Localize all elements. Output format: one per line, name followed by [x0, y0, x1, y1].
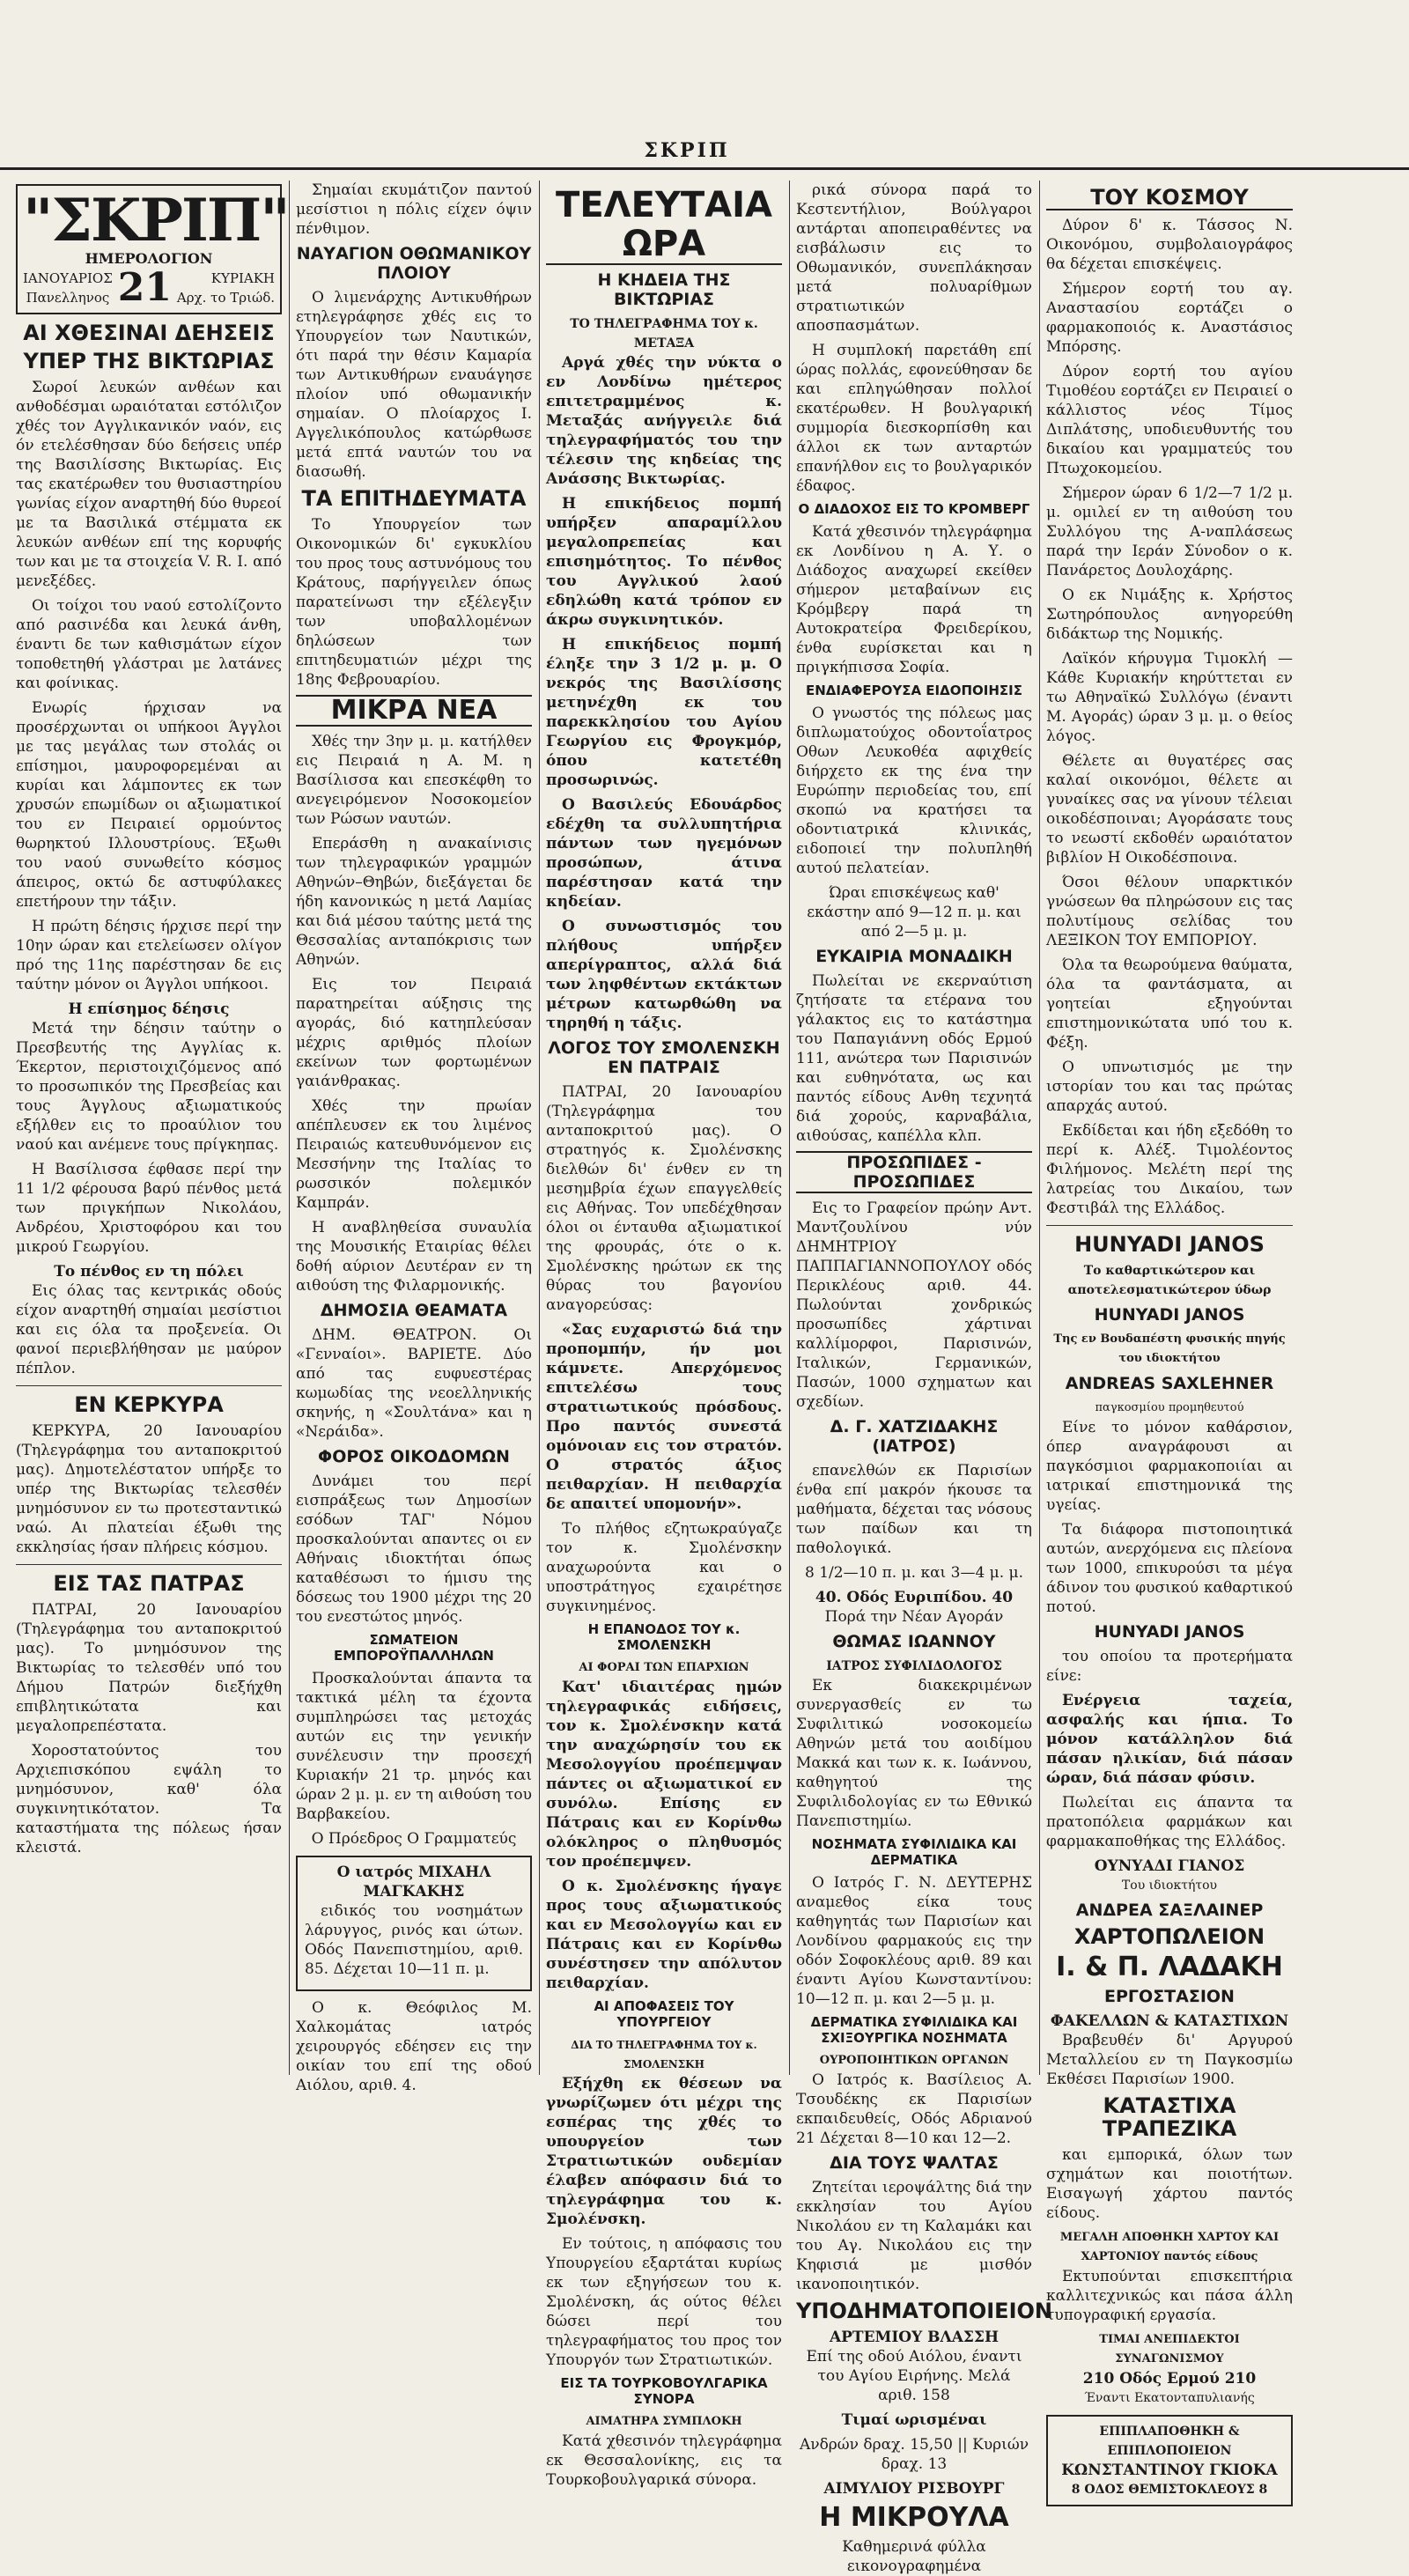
column-1 [16, 181, 289, 2075]
paragraph: Όσοι θέλουν υπαρκτικόν γνώσεων θα πληρώσουν εις τας πολυτίμους σελίδας του ΛΕΞΙΚΟΝ ΤΟΥ ΕΜΠΟΡΙΟΥ. [1046, 874, 1293, 949]
headline: ΕΝΔΙΑΦΕΡΟΥΣΑ ΕΙΔΟΠΟΙΗΣΙΣ [806, 683, 1022, 698]
headline: ΘΩΜΑΣ ΙΩΑΝΝΟΥ [832, 1632, 996, 1651]
subheading: ΙΑΤΡΟΣ ΣΥΦΙΛΙΔΟΛΟΓΟΣ [826, 1659, 1002, 1673]
headline: ΑΙ ΧΘΕΣΙΝΑΙ ΔΕΗΣΕΙΣ [23, 321, 275, 345]
headline: Ι. & Π. ΛΑΔΑΚΗ [1056, 1952, 1283, 1982]
paragraph: Εις όλας τας κεντρικάς οδούς είχον αναρτηθή σημαίαι μεσίστιοι και εις όλα τα προξενεία. Οι φανοί περιεβλήθησαν με μαύρον πέπλον. [16, 1282, 282, 1377]
paragraph: επανελθών εκ Παρισίων ένθα επί μακρόν ήκουσε τα μαθήματα, δέχεται τας νόσους των παίδων και τη παθολογικά. [796, 1462, 1032, 1557]
paragraph: Εκδίδεται και ήδη εξεδόθη το περί κ. Αλέξ. Τιμολέοντος Φιλήμονος. Μελέτη περί της λατρείας του Δικαίου, των Φεστιβάλ της Ελλάδος. [1046, 1122, 1293, 1217]
paragraph: Ενέργεια ταχεία, ασφαλής και ήπια. Το μόνον κατάλληλον διά πάσαν ηλικίαν, διά πάσαν ώραν, διά πάσαν φύσιν. [1046, 1692, 1293, 1787]
paragraph: Πωλείται εις άπαντα τα πρατοπόλεια φαρμάκων και φαρμακαποθήκας της Ελλάδος. [1046, 1794, 1293, 1850]
paragraph: Ο Ιατρός Γ. Ν. ΔΕΥΤΕΡΗΣ αναμεθος είκα τους καθηγητάς των Παρισίων και Λονδίνου φαρμακούς εις την οδόν Σοφοκλέους αριθ. 89 και έναντι Αγίου Κωνσταντίνου: 10—12 π. μ. και 2—5 μ. μ. [796, 1874, 1032, 2008]
paragraph: Δυνάμει του περί εισπράξεως των Δημοσίων εσόδων ΤΑΓ' Νόμου προσκαλούνται απαντες οι εν Αθήναις ιδιοκτήται όπως καταθέσωσι το ήμισυ της δόσεως του 1900 μέχρι της 20 του ενεστώτος μηνός. [296, 1473, 532, 1626]
paragraph: Βραβευθέν δι' Αργυρού Μεταλλείου εν τη Παγκοσμίω Εκθέσει Παρισίων 1900. [1046, 2032, 1293, 2088]
subheading: ΤΙΜΑΙ ΑΝΕΠΙΔΕΚΤΟΙ ΣΥΝΑΓΩΝΙΣΜΟΥ [1099, 2333, 1240, 2366]
paragraph: Χοροστατούντος του Αρχιεπισκόπου εψάλη το μνημόσυνον, καθ' όλα συγκινητικότατον. Τα καταστήματα της πόλεως ήσαν κλειστά. [16, 1742, 282, 1856]
headline: ΔΙΑ ΤΟΥΣ ΨΑΛΤΑΣ [830, 2153, 999, 2173]
divider-line [1046, 1225, 1293, 1226]
page-title: ΣΚΡΙΠ [644, 139, 730, 162]
paragraph: «Σας ευχαριστώ διά την προπομπήν, ήν μοι κάμνετε. Απερχόμενος επιτελέσω τους στρατιωτικούς πρόσδους. Προ παντός συνεστά ομόνοιαν εις τον στρατόν. Ο στρατός άξιος πειθαρχίαν. Η πειθαρχία δε απαιτεί υπομονήν». [546, 1321, 782, 1513]
headline: Ο ΔΙΑΔΟΧΟΣ ΕΙΣ ΤΟ ΚΡΟΜΒΕΡΓ [798, 501, 1030, 517]
paragraph: Καθημερινά φύλλα εικονογραφημένα [842, 2538, 986, 2575]
paragraph: Εν τούτοις, η απόφασις του Υπουργείου εξαρτάται κυρίως εκ των εξηγήσεων του κ. Σμολένσκη, άς ούτος θέλει δώσει περί του τηλεγραφήματος του προς τον Υπουργόν των Στρατιωτικών. [546, 2235, 782, 2369]
ad-address: 8 ΟΔΟΣ ΘΕΜΙΣΤΟΚΛΕΟΥΣ 8 [1071, 2483, 1268, 2497]
month: ΙΑΝΟΥΑΡΙΟΣ [23, 270, 113, 286]
subheading: ΔΙΑ ΤΟ ΤΗΛΕΓΡΑΦΗΜΑ ΤΟΥ κ. ΣΜΟΛΕΝΣΚΗ [571, 2039, 757, 2070]
headline: ΛΟΓΟΣ ΤΟΥ ΣΜΟΛΕΝΣΚΗ ΕΝ ΠΑΤΡΑΙΣ [548, 1038, 780, 1077]
paragraph: Εκτυπούνται επισκεπτήρια καλλιτεχνικώς και πάσα άλλη τυπογραφική εργασία. [1046, 2268, 1293, 2324]
paragraph: Ο κ. Θεόφιλος Μ. Χαλκομάτας ιατρός χειρουργός εδέησεν εις την οικίαν του επί της οδού Αιόλου, αριθ. 4. [296, 1999, 532, 2094]
column-3 [546, 181, 782, 2489]
headline: Η ΕΠΑΝΟΔΟΣ ΤΟΥ κ. ΣΜΟΛΕΝΣΚΗ [587, 1621, 741, 1653]
headline: Η ΜΙΚΡΟΥΛΑ [819, 2502, 1009, 2533]
paragraph: Είνε το μόνον καθάρσιον, όπερ αναγράφουσι αι παγκόσμιοι φαρμακοποιίαι αι ιατρικαί επιστημονικά της υγείας. [1046, 1419, 1293, 1514]
ad-text: ειδικός του νοσημάτων λάρυγγος, ρινός και ώτων. Οδός Πανεπιστημίου, αριθ. 85. Δέχεται 10—11 π. μ. [305, 1902, 523, 1978]
headline: ΦΟΡΟΣ ΟΙΚΟΔΟΜΩΝ [318, 1447, 510, 1466]
paragraph: και εμπορικά, όλων των σχημάτων και ποιοτήτων. Εισαγωγή χάρτου παντός είδους. [1046, 2146, 1293, 2222]
column-5 [1046, 181, 1293, 2497]
column-divider [289, 181, 290, 2075]
divider-line [16, 1385, 282, 1386]
headline: HUNYADI JANOS [1094, 1622, 1245, 1642]
subheading: ΟΥΝΥΑΔΙ ΓΙΑΝΟΣ [1094, 1857, 1245, 1875]
paragraph: Ενωρίς ήρχισαν να προσέρχωνται οι υπήκοοι Άγγλοι με τας μεγάλας των στολάς οι επίσημοι, μαυροφορεμέναι αι κυρίαι και λάμποντες εκ των χρυσών επωμίδων οι αξιωματικοί του εν Πειραιεί ορμούντος θωρηκτού Ιλλουστρίους. Έξωθι του ναού συνωθείτο κόσμος άπειρος, οκτώ δε αστυφύλακες επετήρουν την τάξιν. [16, 699, 282, 911]
paragraph: Ο εκ Νιμάξης κ. Χρήστος Σωτηρόπουλος ανηγορεύθη διδάκτωρ της Νομικής. [1046, 587, 1293, 643]
paragraph: ρικά σύνορα παρά το Κεστεντήλιον, Βούλγαροι αντάρται αποπειραθέντες να εισβάλωσιν εις το Οθωμανικόν, συνεπλάκησαν μετά πολυαρίθμων στρατιωτικών αποσπασμάτων. [796, 181, 1032, 335]
paragraph: Το πλήθος εζητωκραύγαζε τον κ. Σμολένσκην αναχωρούντα και ο υποστράτηγος εχαιρέτησε συγκινημένος. [546, 1520, 782, 1615]
paragraph: Η επικήδειος πομπή υπήρξεν απαραμίλλου μεγαλοπρεπείας και επισημότητος. Το πένθος του Αγγλικού λαού εδηλώθη κατά τρόπον εν άκρω συγκινητικόν. [546, 495, 782, 629]
paragraph: Θέλετε αι θυγατέρες σας καλαί οικονόμοι, θέλετε αι γυναίκες σας να γίνουν τέλειαι οικοδέσποιναι; Αγοράσατε τους το νεωστί εκδοθέν ωραιότατον βιβλίον Η Οικοδέσποινα. [1046, 752, 1293, 867]
paragraph: Η Βασίλισσα έφθασε περί την 11 1/2 φέρουσα βαρύ πένθος μετά των πριγκήπων Νικολάου, Ανδρέου, Χριστοφόρου και του μικρού Γεωργίου. [16, 1161, 282, 1256]
paragraph: Ο συνωστισμός του πλήθους υπήρξεν απερίγραπτος, αλλά διά των ληφθέντων εκτάκτων μέτρων κατωρθώθη να τηρηθή η τάξις. [546, 918, 782, 1032]
paragraph: Ο λιμενάρχης Αντικυθήρων ετηλεγράφησε χθές εις το Υπουργείον των Ναυτικών, ότι παρά την θέσιν Καμαρία των Αντικυθήρων εναυάγησε πλοίον υπό οθωμανικήν σημαίαν. Ο πλοίαρχος Ι. Αγγελικόπουλος κατώρθωσε μετά επτά ναυτών του να διασωθή. [296, 289, 532, 481]
headline: ΑΝΔΡΕΑ ΣΑΞΛΑΙΝΕΡ [1075, 1901, 1264, 1920]
paragraph: Η συμπλοκή παρετάθη επί ώρας πολλάς, εφονεύθησαν δε και επληγώθησαν πολλοί εκατέρωθεν. Η βουλγαρική συμμορία διεσκορπίσθη και άλλοι εκ των ανταρτών επανήλθον εις το βουλγαρικόν έδαφος. [796, 342, 1032, 495]
headline: ΕΝ ΚΕΡΚΥΡΑ [74, 1392, 224, 1417]
paragraph: Κατά χθεσινόν τηλεγράφημα εκ Θεσσαλονίκης, εις τα Τουρκοβουλγαρικά σύνορα. [546, 2432, 782, 2489]
headline: ΑΙ ΑΠΟΦΑΣΕΙΣ ΤΟΥ ΥΠΟΥΡΓΕΙΟΥ [594, 1998, 734, 2030]
paragraph: ΠΑΤΡΑΙ, 20 Ιανουαρίου (Τηλεγράφημα του ανταποκριτού μας). Ο στρατηγός κ. Σμολένσκης διελθών δι' ένθεν εν τη μεσημβρία έχων επαγγελθείς εις Αθήνας. Τον υπεδέχθησαν όλοι οι ένταυθα αξιωματικοί της φρουράς, ότε ο κ. Σμολένσκης ηρώτων εκ της θύρας του βαγονίου αναγορεύσας: [546, 1083, 782, 1314]
paragraph: Επί της οδού Αιόλου, έναντι του Αγίου Ειρήνης. Μελά αριθ. 158 [806, 2348, 1022, 2404]
paragraph: Εκ διακεκριμένων συνεργασθείς εν τω Συφιλιτικώ νοσοκομείω Αθηνών μετά του αοιδίμου Μακκά και των κ. κ. Ιωάννου, καθηγητού της Συφιλιδολογίας εν τω Εθνικώ Πανεπιστημίω. [796, 1677, 1032, 1830]
address-note: Πορά την Νέαν Αγοράν [824, 1608, 1004, 1626]
paragraph: Μετά την δέησιν ταύτην ο Πρεσβευτής της Αγγλίας κ. Έκερτον, περιστοιχιζόμενος από το προσωπικόν της Πρεσβείας και τους Άγγλους αξιωματικούς εξήλθεν εις το προαύλιον του ναού και ανέμενε τους πρίγκηπας. [16, 1020, 282, 1154]
headline: ΝΟΣΗΜΑΤΑ ΣΥΦΙΛΙΔΙΚΑ ΚΑΙ ΔΕΡΜΑΤΙΚΑ [811, 1836, 1017, 1868]
headline: Δ. Γ. ΧΑΤΖΙΔΑΚΗΣ (ΙΑΤΡΟΣ) [830, 1417, 999, 1456]
advertisement [296, 1856, 532, 1991]
subheading: Του ιδιοκτήτου [1121, 1878, 1218, 1893]
paragraph: Σήμερον εορτή του αγ. Αναστασίου εορτάζει ο φαρμακοποιός κ. Αναστάσιος Μπόρσης. [1046, 280, 1293, 356]
paragraph: ΠΑΤΡΑΙ, 20 Ιανουαρίου (Τηλεγράφημα του ανταποκριτού μας). Το μνημόσυνον της Βικτωρίας το τελεσθέν υπό του Δήμου Πατρών διεξήχθη επιβλητικώτατα και μεγαλοπρεπέστατα. [16, 1601, 282, 1735]
paragraph: Τιμαί ωρισμέναι [841, 2411, 987, 2429]
column-divider [1039, 181, 1040, 2075]
hours-line: Ώραι επισκέψεως καθ' εκάστην από 9—12 π. μ. και από 2—5 μ. μ. [807, 884, 1022, 941]
address: 40. Οδός Ευριπίδου. 40 [815, 1589, 1014, 1606]
paragraph: Όλα τα θεωρούμενα θαύματα, όλα τα φαντάσματα, αι γοητείαι εξηγούνται επιστημονικώτατα υπό του κ. Φέξη. [1046, 956, 1293, 1052]
headline: ΥΠΕΡ ΤΗΣ ΒΙΚΤΩΡΙΑΣ [23, 349, 275, 373]
saint-right: Αρχ. το Τριώδ. [176, 290, 275, 306]
paragraph: Το Υπουργείον των Οικονομικών δι' εγκυκλίου του προς τους αστυνόμους του Κράτους, παρήγγειλεν όπως παρατείνωσι την εξέλεγξιν των υποβαλλομένων δηλώσεων των επιτηδευματιών μέχρι της 18ης Φεβρουαρίου. [296, 516, 532, 689]
column-divider [789, 181, 790, 2075]
paragraph: Εις τον Πειραιά παρατηρείται αύξησις της αγοράς, διό κατηπλεύσαν μέχρις αριθμός πλοίων εκείνων των φορτωμένων γαιάνθρακας. [296, 976, 532, 1090]
day-number: 21 [117, 265, 172, 310]
paragraph: Σωροί λευκών ανθέων και ανθοδέσμαι ωραιόταται εστόλιζον χθές τον Αγγλικανικόν ναόν, εις όν ετελέσθησαν δύο δεήσεις υπέρ της Βασιλίσσης Βικτωρίας. Εις τας εκατέρωθεν του θυσιαστηρίου γωνίας είχον αναρτηθή δύο θυρεοί με τα Βασιλικά στέμματα εκ λευκών ανθέων επί της κορυφής των και με τα στοιχεία V. R. I. από μενεξέδες. [16, 379, 282, 590]
subheading: ΑΡΤΕΜΙΟΥ ΒΛΑΣΣΗ [829, 2329, 1000, 2346]
headline: ΕΡΓΟΣΤΑΣΙΟΝ [1104, 1987, 1235, 2006]
paragraph: Εις το Γραφείον πρώην Αντ. Μαντζουλίνου νύν ΔΗΜΗΤΡΙΟΥ ΠΑΠΠΑΓΙΑΝΝΟΠΟΥΛΟΥ οδός Περικλέους αριθ. 44. Πωλούνται χονδρικώς προσωπίδες χάρτιναι καλλίμορφοι, Παρισινών, Ιταλικών, Γερμανικών, Πασών, 1000 σχηματων και σχεδίων. [796, 1199, 1032, 1411]
headline: ΜΙΚΡΑ ΝΕΑ [296, 695, 532, 727]
paragraph: Δύρον εορτή του αγίου Τιμοθέου εορτάζει εν Πειραιεί ο κάλλιστος νέος Τίμος Διπλάτσης, υποδιευθυντής του δικαίου και γραμματεύς του Πτωχοκομείου. [1046, 363, 1293, 477]
headline: ΕΥΚΑΙΡΙΑ ΜΟΝΑΔΙΚΗ [815, 947, 1013, 966]
subheading: Η επίσημος δέησις [68, 1000, 230, 1018]
subheading: παγκοσμίου προμηθευτού [1095, 1401, 1244, 1414]
paragraph: Ο Ιατρός κ. Βασίλειος Α. Τσουδέκης εκ Παρισίων εκπαιδευθείς, Οδός Αδριανού 21 Δέχεται 8—10 και 12—2. [796, 2071, 1032, 2147]
headline: ΠΡΟΣΩΠΙΔΕΣ - ΠΡΟΣΩΠΙΔΕΣ [796, 1151, 1032, 1193]
subheading: ΜΕΓΑΛΗ ΑΠΟΘΗΚΗ ΧΑΡΤΟΥ ΚΑΙ ΧΑΡΤΟΝΙΟΥ παντός είδους [1059, 2231, 1280, 2263]
headline: ΥΠΟΔΗΜΑΤΟΠΟΙΕΙΟΝ [796, 2299, 1052, 2323]
headline: Η ΚΗΔΕΙΑ ΤΗΣ ΒΙΚΤΩΡΙΑΣ [597, 270, 731, 309]
paragraph: Ο Βασιλεύς Εδουάρδος εδέχθη τα συλλυπητήρια πάντων των ηγεμόνων προσώπων, άτινα παρέστησαν κατά την κηδείαν. [546, 796, 782, 911]
saint-left: Πανελληνος [26, 290, 110, 306]
paragraph: Τα διάφορα πιστοποιητικά αυτών, ανερχόμενα εις πλείονα των 1000, επικυρούσι τα μέγα άδινον του φυσικού καθαρτικού ποτού. [1046, 1521, 1293, 1616]
hours-line: 8 1/2—10 π. μ. και 3—4 μ. μ. [805, 1564, 1023, 1582]
paragraph: Ο γνωστός της πόλεως μας διπλωματούχος οδοντοΐατρος Οθων Λευκοθέα αφιχθείς διήρχετο εκ της ένα την Ευρώπην περιοδείας του, επί σκοπώ να κρατήσει τα οδοντιατρικά κλινικάς, ειδοποιεί την πολυπληθή αυτού πελατείαν. [796, 705, 1032, 877]
headline: ΚΑΤΑΣΤΙΧΑ ΤΡΑΠΕΖΙΚΑ [1102, 2093, 1237, 2141]
calendar-title: ΗΜΕΡΟΛΟΓΙΟΝ [85, 250, 213, 267]
address: 210 Οδός Ερμού 210 [1082, 2370, 1257, 2388]
paragraph: Σημαίαι εκυμάτιζον παντού μεσίστιοι η πόλις είχεν όψιν πένθιμον. [296, 181, 532, 238]
logo-block [16, 184, 289, 314]
headline: ANDREAS SAXLEHNER [1065, 1374, 1274, 1393]
subheading: ΑΙ ΦΟΡΑΙ ΤΩΝ ΕΠΑΡΧΙΩΝ [579, 1661, 749, 1674]
date-row [23, 265, 275, 310]
headline: ΧΑΡΤΟΠΩΛΕΙΟΝ [1073, 1924, 1265, 1949]
headline: ΔΕΡΜΑΤΙΚΑ ΣΥΦΙΛΙΔΙΚΑ ΚΑΙ ΣΧΙΞΟΥΡΓΙΚΑ ΝΟΣΗΜΑΤΑ [810, 2014, 1018, 2046]
headline: ΤΑ ΕΠΙΤΗΔΕΥΜΑΤΑ [301, 486, 527, 511]
paragraph: Ο κ. Σμολένσκης ήγαγε προς τους αξιωματικούς και εν Μεσολογγίω και εν Πάτραις και εν Κορίνθω συνέστησεν την απόλυτον πειθαρχίαν. [546, 1878, 782, 1992]
masthead [0, 0, 1409, 176]
column-4 [796, 181, 1052, 2575]
headline: ΕΙΣ ΤΑΣ ΠΑΤΡΑΣ [53, 1571, 245, 1596]
divider-line [16, 1564, 282, 1565]
headline: HUNYADI JANOS [1074, 1232, 1265, 1257]
subheading: ΤΟ ΤΗΛΕΓΡΑΦΗΜΑ ΤΟΥ κ. ΜΕΤΑΞΑ [570, 317, 758, 351]
paragraph: Ανδρών δραχ. 15,50 || Κυριών δραχ. 13 [799, 2436, 1029, 2473]
column-2 [296, 181, 532, 2094]
subheading: ΦΑΚΕΛΛΩΝ & ΚΑΤΑΣΤΙΧΩΝ [1050, 2012, 1289, 2030]
weekday: ΚΥΡΙΑΚΗ [210, 270, 275, 286]
paragraph: Κατά χθεσινόν τηλεγράφημα εκ Λονδίνου η Α. Υ. ο Διάδοχος αναχωρεί εκείθεν σήμερον μεταβαίνων εις Κρόμβεργ παρά τη Αυτοκρατείρα Φρειδερίκου, ένθα ευρίσκεται και η πριγκήπισσα Σοφία. [796, 523, 1032, 676]
subheading: ΑΙΜΑΤΗΡΑ ΣΥΜΠΛΟΚΗ [586, 2415, 742, 2428]
logo: "ΣΚΡΙΠ" [23, 186, 289, 255]
headline: ΤΕΛΕΥΤΑΙΑ ΩΡΑ [546, 186, 782, 265]
paragraph: Δύρον δ' κ. Τάσσος Ν. Οικονόμου, συμβολαιογράφος θα δέχεται επισκέψεις. [1046, 217, 1293, 273]
subheading: Της εν Βουδαπέστη φυσικής πηγής του ιδιοκτήτου [1053, 1332, 1286, 1365]
paragraph: Η πρώτη δέησις ήρχισε περί την 10ην ώραν και ετελείωσεν ολίγον πρό της 11ης παρέστησαν δε εις ταύτην μόνον οι Άγγλοι υπήκοοι. [16, 918, 282, 993]
paragraph: Ο υπνωτισμός με την ιστορίαν του και τας πρώτας απαρχάς αυτού. [1046, 1059, 1293, 1115]
advertisement [1046, 2415, 1293, 2506]
headline: ΣΩΜΑΤΕΙΟΝ ΕΜΠΟΡΟΫΠΑΛΛΗΛΩΝ [334, 1632, 494, 1664]
paragraph: Κατ' ιδιαιτέρας ημών τηλεγραφικάς ειδήσεις, τον κ. Σμολένσκην κατά την αναχώρησίν του εκ Μεσολογγίου προέπεμψαν πάντες οι αξιωματικοί εν συνόλω. Επίσης εν Πάτραις και εν Κορίνθω ολόκληρος ο πληθυσμός τον προέπεμψεν. [546, 1679, 782, 1871]
paragraph: Οι τοίχοι του ναού εστολίζοντο από ρασινέδα και λευκά άνθη, έναντι δε των καθισμάτων είχον τοποθετηθή γλάστραι με λατάνες και φοίνικας. [16, 597, 282, 692]
signature-line: Ο Πρόεδρος Ο Γραμματεύς [311, 1830, 517, 1848]
paragraph: Χθές την πρωίαν απέπλευσεν εκ του λιμένος Πειραιώς κατευθυνόμενον εις Μεσσήνην της Ιταλίας το ρωσσικόν πολεμικόν Καμπράν. [296, 1097, 532, 1212]
paragraph: Ζητείται ιεροψάλτης διά την εκκλησίαν του Αγίου Νικολάου εν τη Καλαμάκι και του Αγ. Νικολάου εις την Κηφισιά με μισθόν ικανοποιητικόν. [796, 2179, 1032, 2293]
ad-title: Ο ιατρός ΜΙΧΑΗΛ ΜΑΓΚΑΚΗΣ [336, 1864, 491, 1901]
paragraph: Λαϊκόν κήρυγμα Τιμοκλή — Κάθε Κυριακήν κηρύττεται εν τω Αθηναϊκώ Συλλόγω (έναντι Μ. Αγοράς) ώραν 3 μ. μ. ο θείος λόγος. [1046, 650, 1293, 745]
paragraph: Επεράσθη η ανακαίνισις των τηλεγραφικών γραμμών Αθηνών–Θηβών, διεξάγεται δε ήδη κανονικώς η μετά Λαμίας και διά μέσου ταύτης μετά της Θεσσαλίας ανταπόκρισις των Αθηνών. [296, 835, 532, 969]
subheading: ΟΥΡΟΠΟΙΗΤΙΚΩΝ ΟΡΓΑΝΩΝ [819, 2054, 1009, 2067]
ad-subtitle: ΚΩΝΣΤΑΝΤΙΝΟΥ ΓΚΙΟΚΑ [1061, 2462, 1278, 2479]
paragraph: Χθές την 3ην μ. μ. κατήλθεν εις Πειραιά η Α. Μ. η Βασίλισσα και επεσκέφθη το ανεγειρόμενον Νοσοκομείον των Ρώσων ναυτών. [296, 733, 532, 828]
paragraph: Εξήχθη εκ θέσεων να γνωρίζωμεν ότι μέχρι της εσπέρας της χθές το υπουργείον των Στρατιωτικών ουδεμίαν έλαβεν απόφασιν διά το τηλεγράφημα του κ. Σμολένσκη. [546, 2075, 782, 2228]
paragraph: Η αναβληθείσα συναυλία της Μουσικής Εταιρίας θέλει δοθή αύριον Δευτέραν εν τη αιθούση της Φιλαρμονικής. [296, 1219, 532, 1295]
masthead-rule [0, 167, 1409, 170]
column-divider [539, 181, 540, 2075]
subheading: ΑΙΜΥΛΙΟΥ ΡΙΣΒΟΥΡΓ [823, 2480, 1005, 2498]
ad-title: ΕΠΙΠΛΑΠΟΘΗΚΗ & ΕΠΙΠΛΟΠΟΙΕΙΟΝ [1099, 2425, 1240, 2458]
paragraph: Αργά χθές την νύκτα ο εν Λονδίνω ημέτερος επιτετραμμένος κ. Μεταξάς ανήγγειλε διά τηλεγραφήματός του την τέλεσιν της κηδείας της Ανάσσης Βικτωρίας. [546, 354, 782, 488]
paragraph: Πωλείται νε εκερναύτιση ζητήσατε τα ετέρανα του γάλακτος εις το κατάστημα του Παπαγιάννη οδός Ερμού 111, ανώτερα των Παρισινών και ευθηνότατα, ως και παντός είδους Ανθη τεχνητά διά χορούς, καρναβάλια, αιθούσας, καπέλλα κλπ. [796, 972, 1032, 1145]
paragraph: Προσκαλούνται άπαντα τα τακτικά μέλη τα έχοντα συμπληρώσει τας μετοχάς αυτών εις την γενικήν συνέλευσιν την προσεχή Κυριακήν 21 τρ. μηνός και ώραν 2 μ. μ. εν τη αιθούση του Βαρβακείου. [296, 1670, 532, 1823]
paragraph: ΔΗΜ. ΘΕΑΤΡΟΝ. Οι «Γενναίοι». ΒΑΡΙΕΤΕ. Δύο από τας ευφυεστέρας κωμωδίας της νεοελληνικής σκηνής, η «Σουλτάνα» και η «Νεράιδα». [296, 1326, 532, 1441]
address-note: Έναντι Εκατονταπυλιανής [1084, 2391, 1255, 2405]
paragraph: Η επικήδειος πομπή έληξε την 3 1/2 μ. μ. Ο νεκρός της Βασιλίσσης μετηνέχθη εκ του παρεκκλησίου του Αγίου Γεωργίου εις Φρογκμόρ, όπου κατετέθη προσωρινώς. [546, 636, 782, 789]
headline: ΕΙΣ ΤΑ ΤΟΥΡΚΟΒΟΥΛΓΑΡΙΚΑ ΣΥΝΟΡΑ [560, 2375, 768, 2407]
subheading: Το πένθος εν τη πόλει [54, 1263, 244, 1281]
subheading: Το καθαρτικώτερον και αποτελεσματικώτερον ύδωρ [1067, 1264, 1272, 1297]
paragraph: ΚΕΡΚΥΡΑ, 20 Ιανουαρίου (Τηλεγράφημα του ανταποκριτού μας). Δημοτελέστατον υπήρξε το υπέρ της Βικτωρίας τελεσθέν μνημόσυνον εν τω προτεσταντικώ ναώ. Αι πλατείαι έξωθι της εκκλησίας ήσαν πλήρεις κόσμου. [16, 1422, 282, 1556]
headline: ΔΗΜΟΣΙΑ ΘΕΑΜΑΤΑ [320, 1301, 508, 1320]
headline: ΤΟΥ ΚΟΣΜΟΥ [1046, 186, 1293, 210]
paragraph: του οποίου τα προτερήματα είνε: [1046, 1648, 1293, 1685]
paragraph: Σήμερον ώραν 6 1/2—7 1/2 μ. μ. ομιλεί εν τη αιθούση του Συλλόγου της Α-ναπλάσεως παρά την Ιεράν Σύνοδον ο κ. Πανάρετος Δουλοχάρης. [1046, 484, 1293, 579]
headline: ΝΑΥΑΓΙΟΝ ΟΘΩΜΑΝΙΚΟΥ ΠΛΟΙΟΥ [296, 244, 532, 283]
headline: HUNYADI JANOS [1094, 1305, 1245, 1325]
